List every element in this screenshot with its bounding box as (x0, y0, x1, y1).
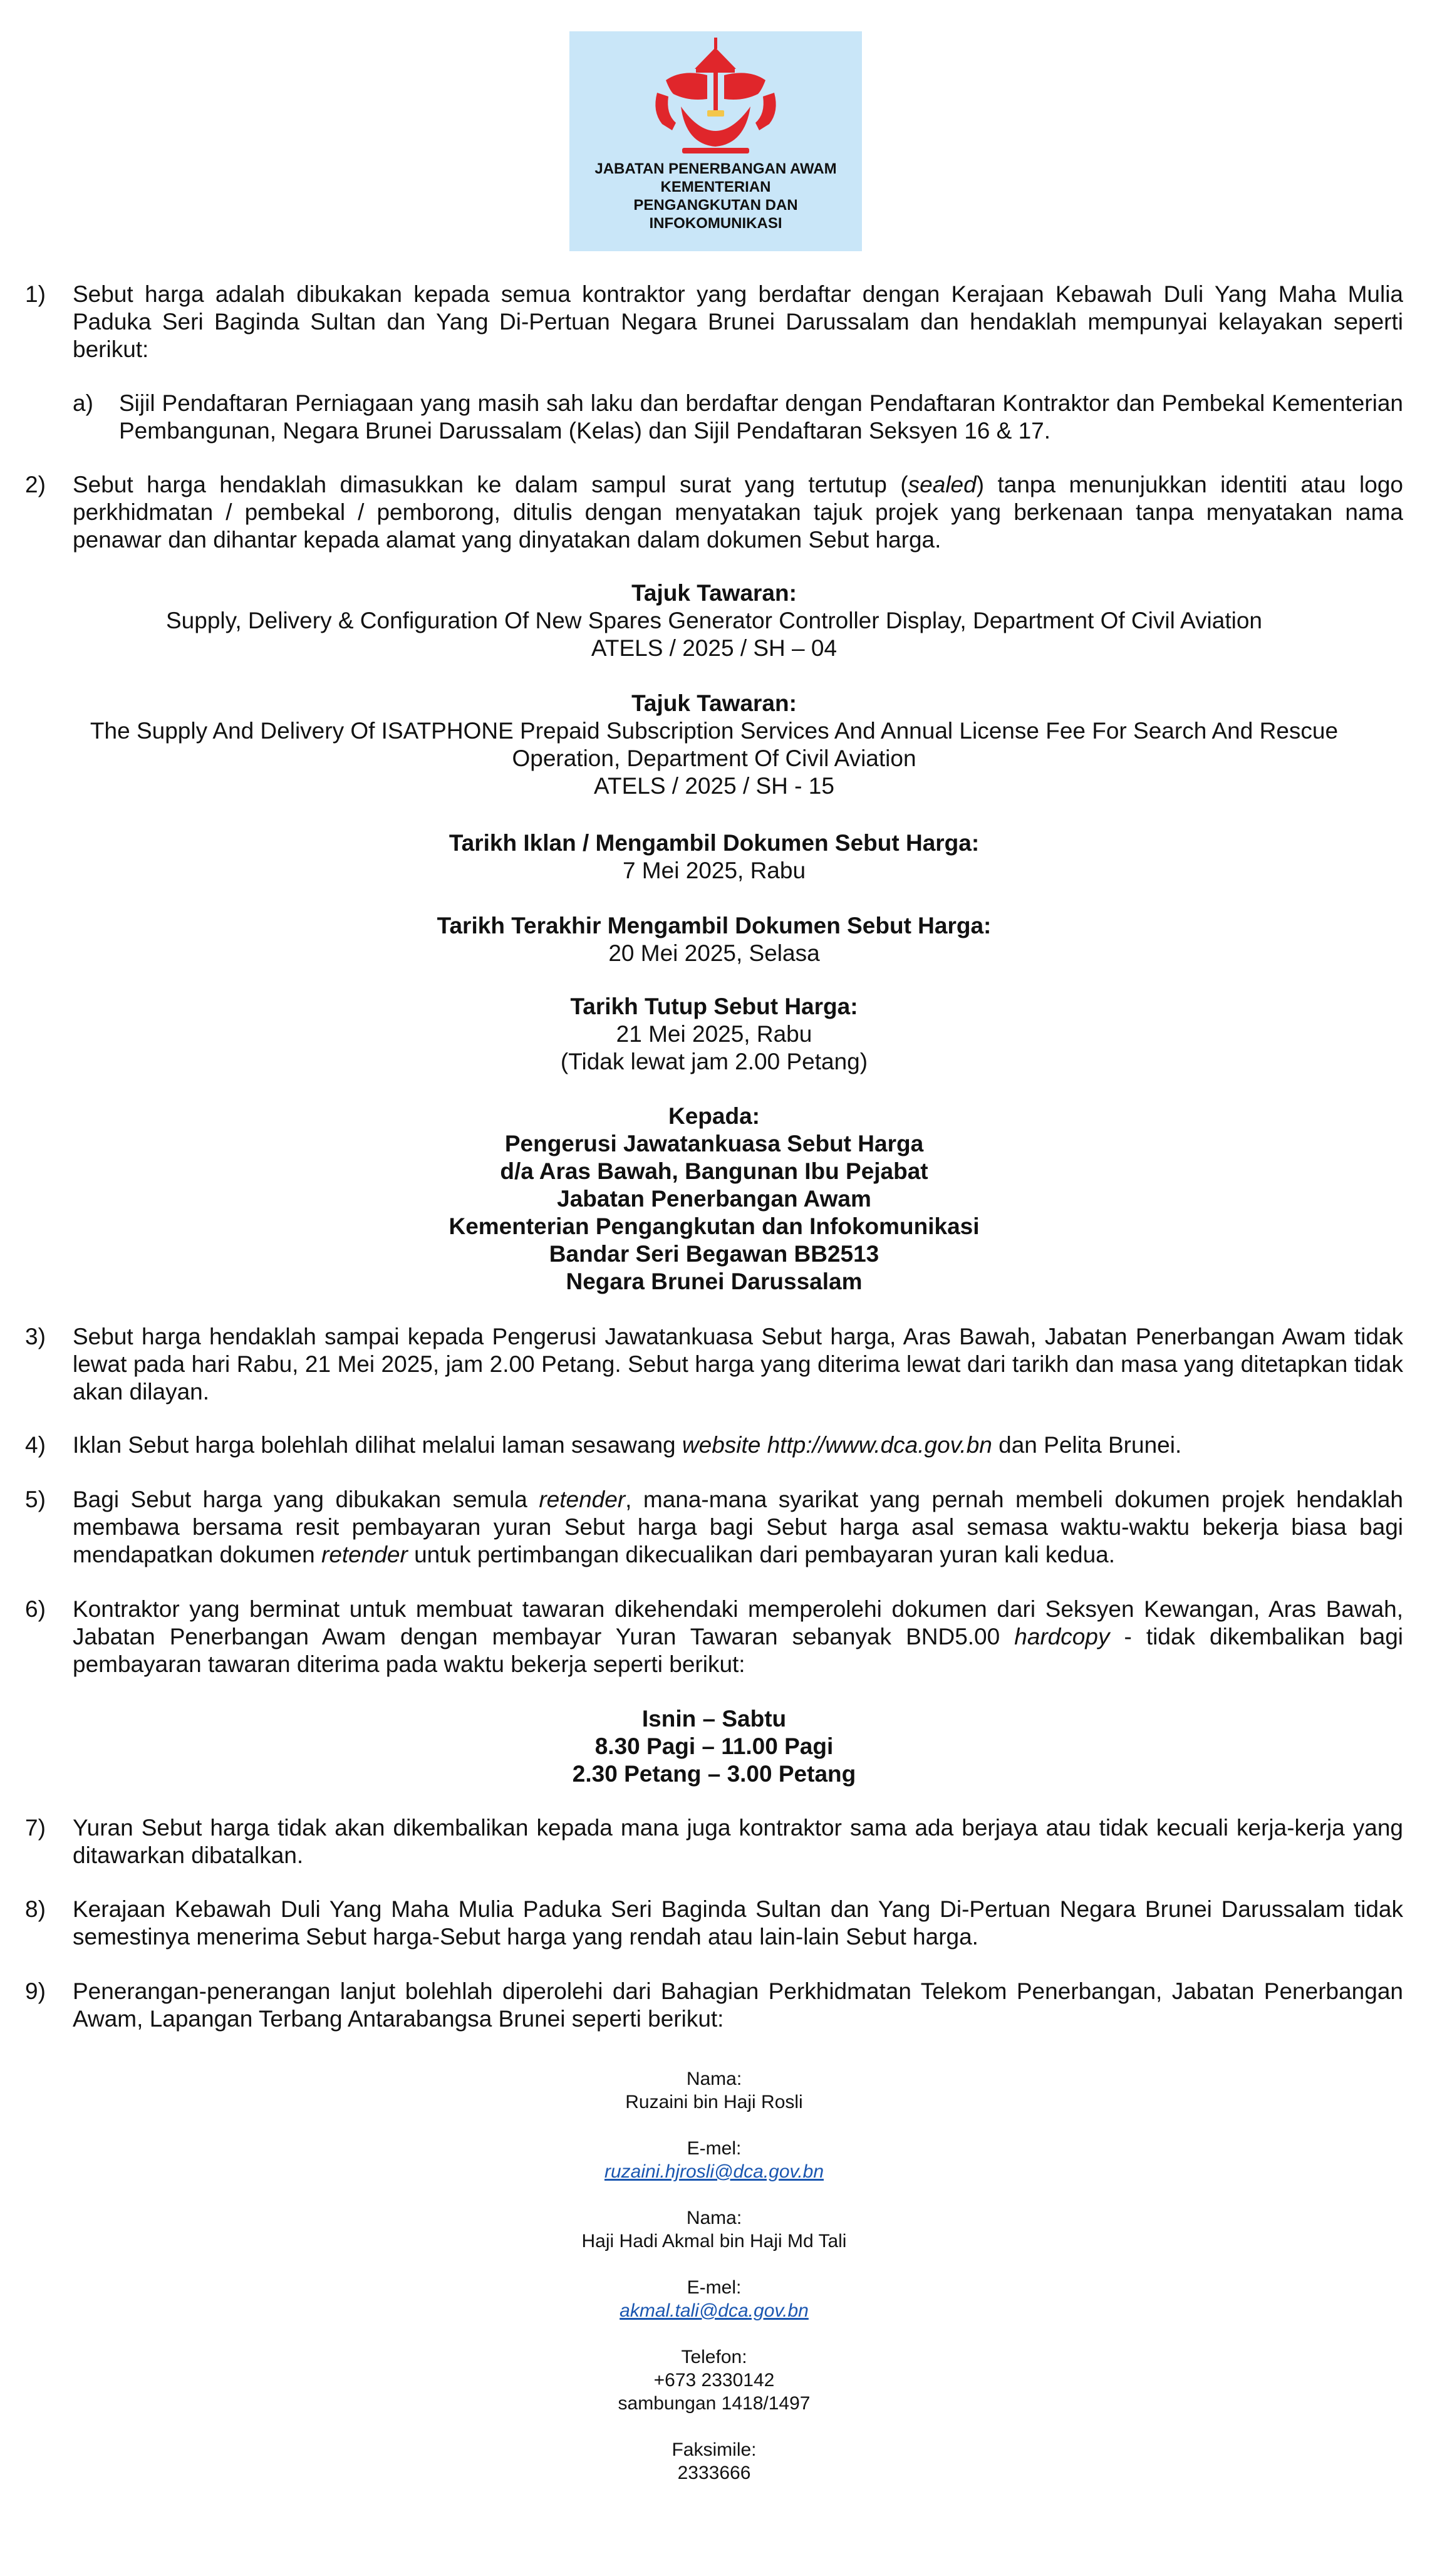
clause-1 (25, 281, 1403, 363)
clause-7 (25, 1814, 1403, 1869)
logo-line: INFOKOMUNIKASI (649, 215, 782, 232)
clause-3 (25, 1323, 1403, 1406)
contact-email-label: E-mel: (687, 2138, 742, 2159)
address-block (25, 1103, 1403, 1296)
emphasis-text: retender (539, 1487, 626, 1512)
text-run: Bagi Sebut harga yang dibukakan semula (73, 1487, 539, 1512)
contact-name-label: Nama: (686, 2069, 742, 2089)
clause-number: 5) (25, 1487, 46, 1512)
clause-5 (25, 1486, 1403, 1569)
clause-1a (73, 390, 1403, 445)
emphasis-text: retender (321, 1542, 408, 1567)
tender-title-line: The Supply And Delivery Of ISATPHONE Prepaid Subscription Services And Annual License Fee For Search And Rescue (90, 718, 1339, 744)
tender-heading: Tajuk Tawaran: (631, 690, 797, 716)
emphasis-text: sealed (908, 472, 977, 497)
text-run: Iklan Sebut harga bolehlah dilihat melalui laman sesawang (73, 1432, 682, 1458)
tender-2 (25, 690, 1403, 800)
clause-4 (25, 1431, 1403, 1459)
phone-number: +673 2330142 (653, 2370, 775, 2391)
tender-ref: ATELS / 2025 / SH – 04 (591, 635, 838, 661)
clause-number: 9) (25, 1978, 46, 2004)
clause-text: Sebut harga hendaklah sampai kepada Pengerusi Jawatankuasa Sebut harga, Aras Bawah, Jabatan Penerbangan Awam tidak lewat pada hari Rabu, 21 Mei 2025, jam 2.00 Petang. Sebut harga yang diterima lewat dari tarikh dan masa yang ditetapkan tidak akan dilayan. (73, 1324, 1403, 1405)
text-run: Kontraktor yang berminat untuk membuat tawaran dikehendaki memperolehi dokumen dari Seksyen Kewangan, Aras Bawah, Jabatan Penerbangan Awam dengan membayar Yuran Tawaran sebanyak BND5.00 (73, 1596, 1403, 1649)
fax-label: Faksimile: (672, 2439, 757, 2460)
tender-1 (25, 579, 1403, 662)
phone-label: Telefon: (681, 2347, 747, 2367)
clause-9 (25, 1978, 1403, 2033)
text-run: Sebut harga hendaklah dimasukkan ke dalam sampul surat yang tertutup ( (73, 472, 908, 497)
tender-title: Supply, Delivery & Configuration Of New Spares Generator Controller Display, Department Of Civil Aviation (165, 608, 1263, 633)
date-value: 21 Mei 2025, Rabu (616, 1021, 812, 1047)
clause-text: Yuran Sebut harga tidak akan dikembalikan kepada mana juga kontraktor sama ada berjaya atau tidak kecuali kerja-kerja yang ditawarkan dibatalkan. (73, 1815, 1403, 1868)
hours-afternoon: 2.30 Petang – 3.00 Petang (572, 1761, 856, 1787)
clause-number: a) (73, 390, 93, 416)
clause-text (73, 1596, 1403, 1678)
address-line: Negara Brunei Darussalam (566, 1269, 863, 1294)
clause-text: Kerajaan Kebawah Duli Yang Maha Mulia Paduka Seri Baginda Sultan dan Yang Di-Pertuan Negara Brunei Darussalam tidak semestinya menerima Sebut harga-Sebut harga yang rendah atau lain-lain Sebut harga. (73, 1896, 1403, 1950)
phone-extension: sambungan 1418/1497 (618, 2393, 811, 2414)
clause-text: Sebut harga adalah dibukakan kepada semua kontraktor yang berdaftar dengan Kerajaan Kebawah Duli Yang Maha Mulia Paduka Seri Baginda Sultan dan Yang Di-Pertuan Negara Brunei Darussalam dan hendaklah mempunyai kelayakan seperti berikut: (73, 281, 1403, 362)
logo-line: JABATAN PENERBANGAN AWAM (594, 160, 837, 177)
clause-number: 1) (25, 281, 46, 307)
text-run: dan Pelita Brunei. (992, 1432, 1182, 1458)
address-label: Kepada: (668, 1103, 760, 1129)
contact-block (25, 2067, 1403, 2485)
contact-email-label: E-mel: (687, 2277, 742, 2298)
clause-text (73, 471, 1403, 554)
date-value: 7 Mei 2025, Rabu (622, 858, 806, 883)
date-label: Tarikh Iklan / Mengambil Dokumen Sebut Harga: (449, 830, 980, 856)
contact-name: Ruzaini bin Haji Rosli (625, 2092, 803, 2112)
last-collection-date (25, 912, 1403, 967)
dca-logo (569, 31, 862, 251)
clause-text (73, 1431, 1403, 1459)
address-line: Jabatan Penerbangan Awam (557, 1186, 871, 1212)
text-run: - tidak dikembalikan bagi pembayaran tawaran diterima pada waktu bekerja seperti berikut: (73, 1624, 1403, 1677)
email-link[interactable]: akmal.tali@dca.gov.bn (620, 2300, 809, 2321)
clause-number: 7) (25, 1815, 46, 1841)
advert-date (25, 829, 1403, 885)
office-hours (25, 1705, 1403, 1788)
date-value: 20 Mei 2025, Selasa (608, 940, 820, 966)
emphasis-text: hardcopy (1014, 1624, 1110, 1649)
clause-number: 2) (25, 472, 46, 497)
fax-number: 2333666 (677, 2463, 751, 2483)
closing-date (25, 993, 1403, 1076)
clause-number: 4) (25, 1432, 46, 1458)
text-run: ) tanpa menunjukkan identiti atau logo perkhidmatan / pembekal / pemborong, ditulis dengan menyatakan tajuk projek yang berkenaan tanpa menyatakan nama penawar dan dihantar kepada alamat yang dinyatakan dalam dokumen Sebut harga. (73, 472, 1403, 553)
clause-2 (25, 471, 1403, 554)
logo-line: KEMENTERIAN (660, 179, 771, 195)
address-line: Bandar Seri Begawan BB2513 (549, 1241, 879, 1267)
text-run: , mana-mana syarikat yang pernah membeli dokumen projek hendaklah membawa bersama resit pembayaran yuran Sebut harga bagi Sebut harga asal semasa waktu-waktu bekerja biasa bagi mendapatkan dokumen (73, 1487, 1403, 1567)
clause-text (73, 1486, 1403, 1569)
hours-days: Isnin – Sabtu (641, 1706, 787, 1732)
website-link[interactable]: website http://www.dca.gov.bn (682, 1432, 992, 1458)
clause-text: Sijil Pendaftaran Perniagaan yang masih sah laku dan berdaftar dengan Pendaftaran Kontraktor dan Pembekal Kementerian Pembangunan, Negara Brunei Darussalam (Kelas) dan Sijil Pendaftaran Seksyen 16 & 17. (119, 390, 1403, 444)
tender-title-line: Operation, Department Of Civil Aviation (512, 745, 916, 771)
clause-number: 6) (25, 1596, 46, 1622)
hours-morning: 8.30 Pagi – 11.00 Pagi (594, 1733, 834, 1759)
clause-number: 3) (25, 1324, 46, 1349)
email-link[interactable]: ruzaini.hjrosli@dca.gov.bn (604, 2161, 824, 2182)
clause-8 (25, 1896, 1403, 1951)
clause-6 (25, 1596, 1403, 1678)
contact-name: Haji Hadi Akmal bin Haji Md Tali (581, 2231, 847, 2251)
clause-text: Penerangan-penerangan lanjut bolehlah diperolehi dari Bahagian Perkhidmatan Telekom Penerbangan, Jabatan Penerbangan Awam, Lapangan Terbang Antarabangsa Brunei seperti berikut: (73, 1978, 1403, 2032)
address-line: d/a Aras Bawah, Bangunan Ibu Pejabat (500, 1158, 928, 1184)
tender-heading: Tajuk Tawaran: (631, 580, 797, 606)
logo-line: PENGANGKUTAN DAN (633, 197, 798, 214)
address-line: Pengerusi Jawatankuasa Sebut Harga (504, 1131, 924, 1156)
date-label: Tarikh Terakhir Mengambil Dokumen Sebut Harga: (437, 913, 992, 938)
logo-text (569, 160, 862, 232)
royal-crest-icon (645, 36, 787, 158)
contact-name-label: Nama: (686, 2208, 742, 2228)
clause-number: 8) (25, 1896, 46, 1922)
address-line: Kementerian Pengangkutan dan Infokomunikasi (449, 1213, 980, 1239)
date-note: (Tidak lewat jam 2.00 Petang) (560, 1049, 868, 1074)
date-label: Tarikh Tutup Sebut Harga: (570, 994, 858, 1019)
tender-ref: ATELS / 2025 / SH - 15 (594, 773, 834, 799)
text-run: untuk pertimbangan dikecualikan dari pembayaran yuran kali kedua. (407, 1542, 1115, 1567)
